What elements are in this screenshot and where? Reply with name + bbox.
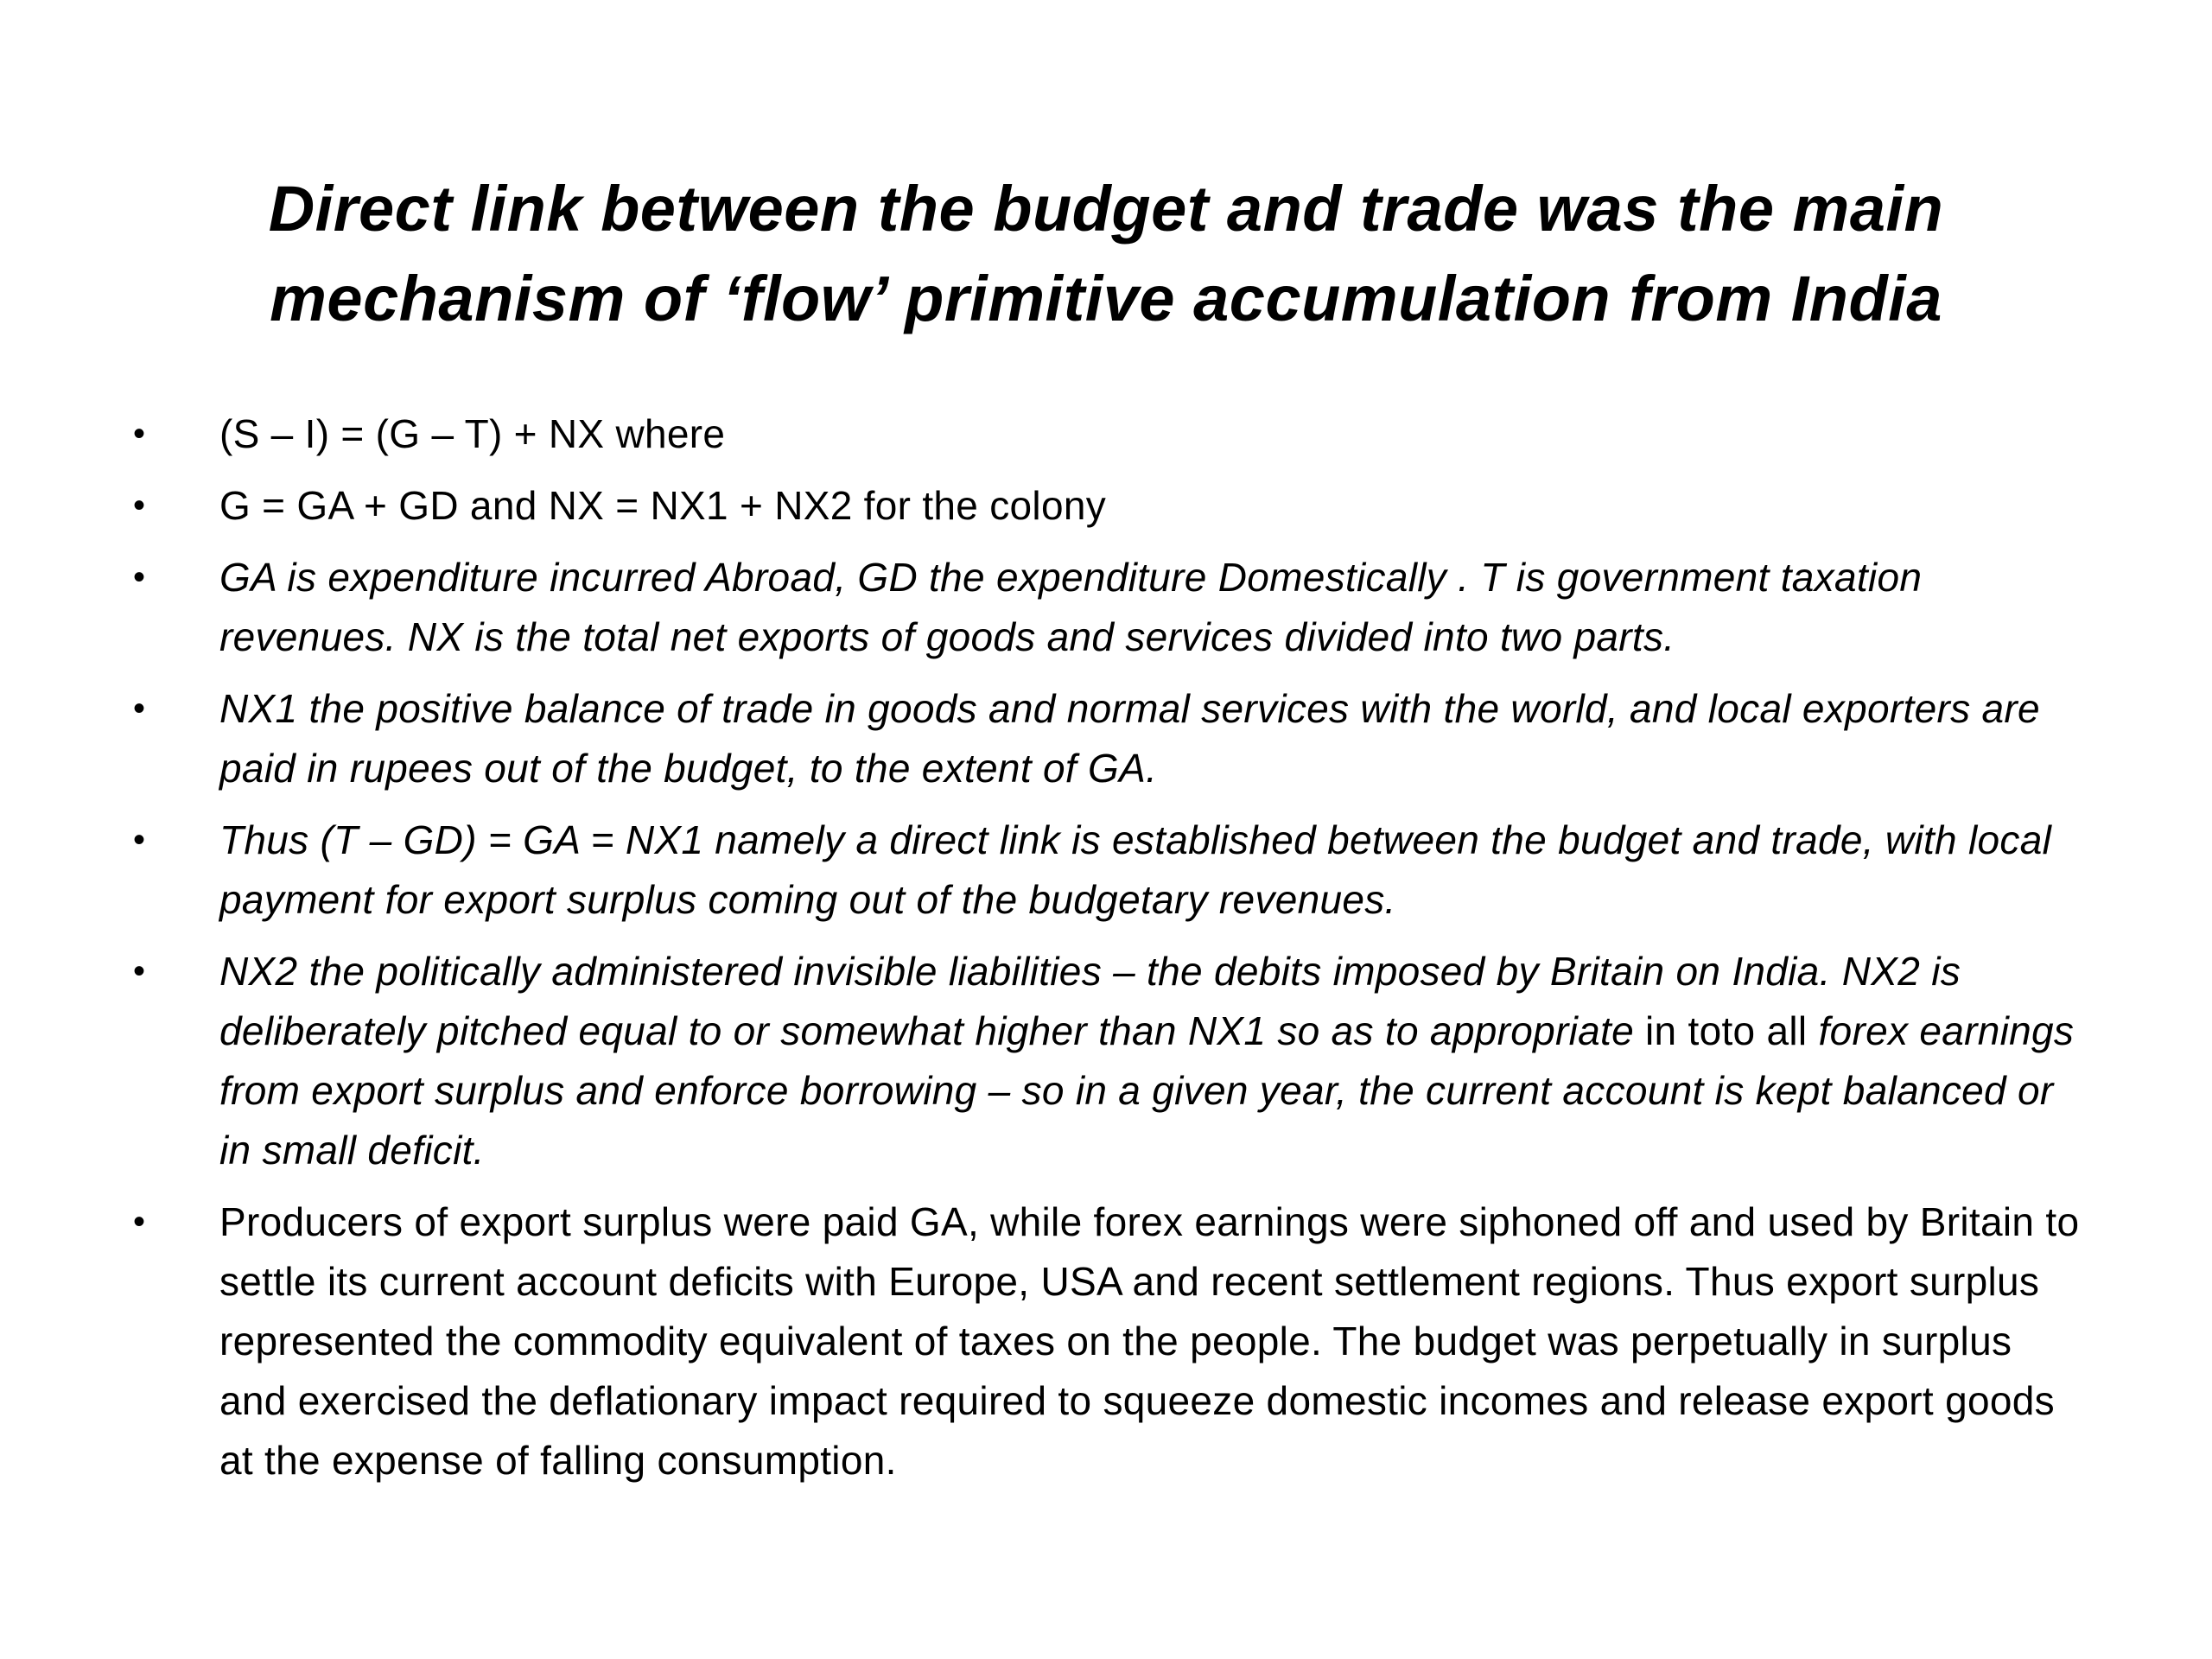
bullet-text-part-3: forex earnings from export surplus and enforce borrowing – so in a given year, the current account is kept balanced or in small deficit. [219,1008,2075,1173]
bullet-text: (S – I) = (G – T) + NX where [219,411,726,456]
bullet-item-nx1 [130,679,2082,798]
bullet-list [130,404,2082,1503]
bullet-icon: • [133,821,146,859]
bullet-item-nx2 [130,942,2082,1180]
bullet-item-identity [130,404,2082,464]
bullet-text: Thus (T – GD) = GA = NX1 namely a direct link is established between the budget and trade, with local payment for export surplus coming out of the budgetary revenues. [219,817,2052,922]
bullet-icon: • [133,1203,146,1241]
bullet-text-part-1: NX2 the politically administered invisible liabilities – the debits imposed by Britain on India. NX2 is deliberately pitched equal to or somewhat higher than NX1 so as to appropriate [219,949,1961,1053]
bullet-icon: • [133,952,146,990]
bullet-text: G = GA + GD and NX = NX1 + NX2 for the colony [219,483,1107,528]
bullet-item-producers [130,1192,2082,1491]
bullet-icon: • [133,690,146,728]
bullet-item-definitions [130,476,2082,536]
bullet-item-ga-gd [130,548,2082,667]
bullet-text: NX1 the positive balance of trade in goods and normal services with the world, and local exporters are paid in rupees out of the budget, to the extent of GA. [219,686,2040,791]
bullet-text: Producers of export surplus were paid GA, while forex earnings were siphoned off and used by Britain to settle its current account deficits with Europe, USA and recent settlement regions. Thus export surplus represented the commodity equivalent of taxes on the people. The budget was perpetually in surplus and exercised the deflationary impact required to squeeze domestic incomes and release export goods at the expense of falling consumption. [219,1199,2080,1483]
bullet-text: GA is expenditure incurred Abroad, GD the expenditure Domestically . T is government taxation revenues. NX is the total net exports of goods and services divided into two parts. [219,555,1923,659]
bullet-icon: • [133,415,146,453]
slide-title-line-1: Direct link between the budget and trade was the main [268,172,1944,245]
bullet-icon: • [133,486,146,524]
slide-title-line-2: mechanism of ‘flow’ primitive accumulation from India [270,262,1942,334]
slide-title [138,164,2074,344]
bullet-item-direct-link [130,810,2082,930]
bullet-text-part-2: in toto all [1633,1008,1819,1053]
bullet-icon: • [133,558,146,596]
